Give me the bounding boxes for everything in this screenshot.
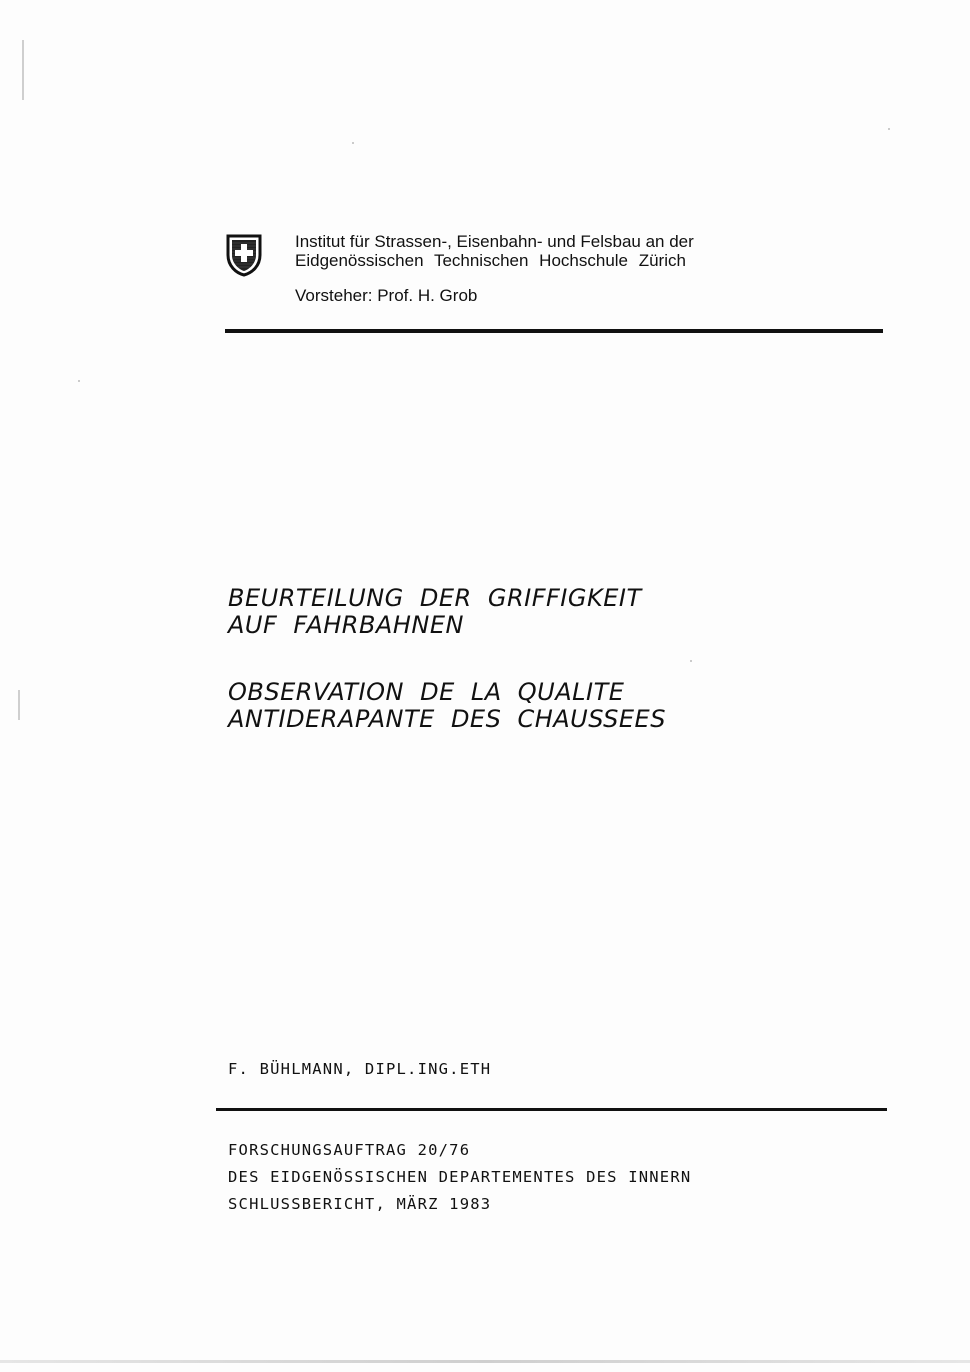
scan-mark <box>18 690 20 720</box>
report-date-line: SCHLUSSBERICHT, MÄRZ 1983 <box>228 1195 492 1213</box>
institution-name <box>295 232 694 270</box>
director-line: Vorsteher: Prof. H. Grob <box>295 286 478 305</box>
department-line: DES EIDGENÖSSISCHEN DEPARTEMENTES DES INNERN <box>228 1168 692 1186</box>
institution-line-2: Eidgenössischen Technischen Hochschule Zürich <box>295 251 686 270</box>
author-line: F. BÜHLMANN, DIPL.ING.ETH <box>228 1060 492 1078</box>
header-divider <box>225 329 883 333</box>
institution-line-1: Institut für Strassen-, Eisenbahn- und Felsbau an der <box>295 232 694 251</box>
french-title-line-1: OBSERVATION DE LA QUALITE <box>228 678 625 706</box>
page-bottom-edge <box>0 1360 970 1363</box>
scan-mark <box>22 40 24 100</box>
scan-speck <box>690 660 692 662</box>
scan-speck <box>352 142 354 144</box>
french-title-line-2: ANTIDERAPANTE DES CHAUSSEES <box>228 705 666 733</box>
scan-speck <box>888 128 890 130</box>
scan-speck <box>78 380 80 382</box>
swiss-crest-icon <box>225 233 263 277</box>
german-title-line-1: BEURTEILUNG DER GRIFFIGKEIT <box>228 584 642 612</box>
author-divider <box>216 1108 887 1111</box>
german-title-line-2: AUF FAHRBAHNEN <box>228 611 464 639</box>
research-contract-line: FORSCHUNGSAUFTRAG 20/76 <box>228 1141 471 1159</box>
